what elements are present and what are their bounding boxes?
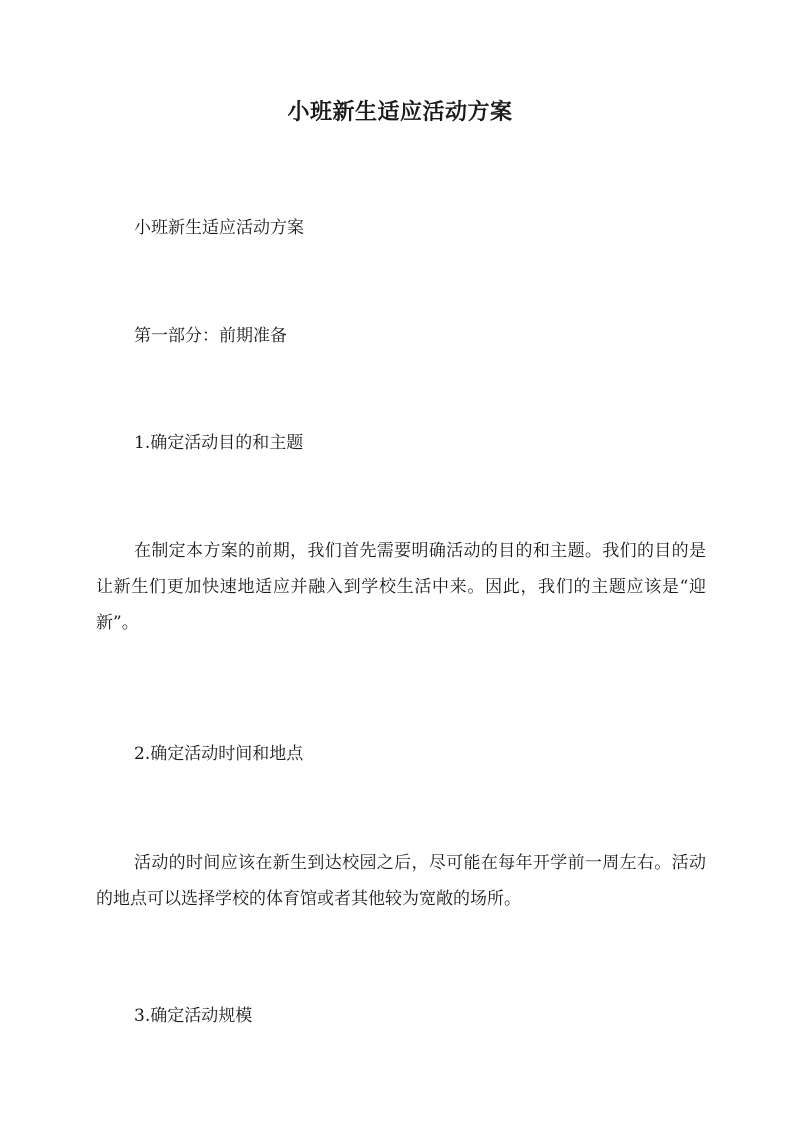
section-heading-3: 3.确定活动规模 [134, 1006, 253, 1026]
section-heading-2: 2.确定活动时间和地点 [134, 744, 304, 764]
section-body-1: 在制定本方案的前期，我们首先需要明确活动的目的和主题。我们的目的是让新生们更加快速地适应并融入到学校生活中来。因此，我们的主题应该是“迎新”。 [96, 541, 706, 633]
part-heading: 第一部分：前期准备 [134, 326, 287, 346]
section-body-2: 活动的时间应该在新生到达校园之后，尽可能在每年开学前一周左右。活动的地点可以选择学校的体育馆或者其他较为宽敞的场所。 [96, 853, 706, 909]
document-subtitle: 小班新生适应活动方案 [134, 218, 304, 238]
document-title: 小班新生适应活动方案 [287, 99, 513, 125]
section-heading-1: 1.确定活动目的和主题 [134, 433, 304, 453]
